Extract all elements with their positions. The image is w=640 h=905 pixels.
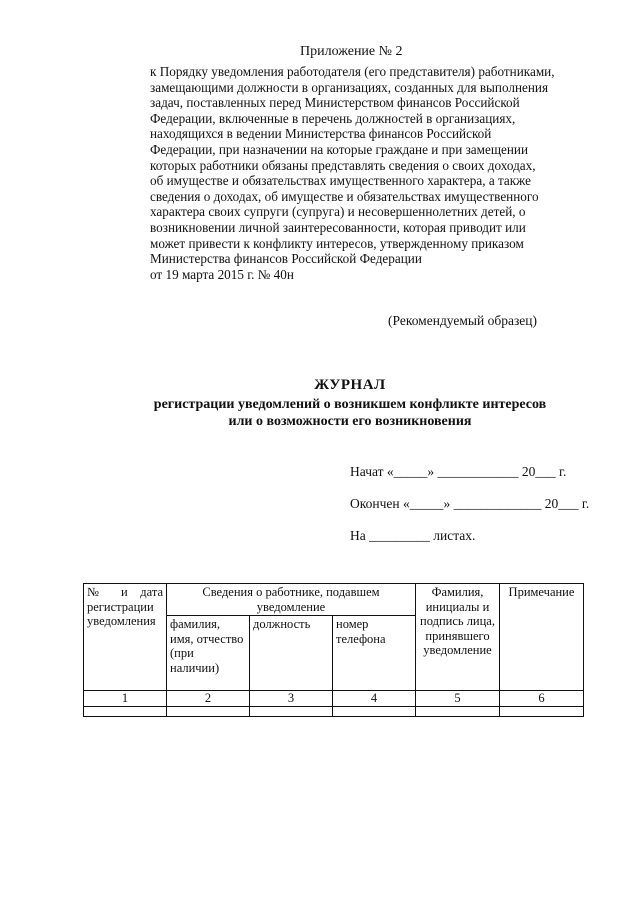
appendix-line: Федерации, при назначении на которые граждане и при замещении: [150, 141, 529, 157]
header-employee-info: Сведения о работнике, подавшем уведомление: [167, 584, 416, 616]
appendix-line: Министерства финансов Российской Федерации: [150, 251, 422, 267]
column-number: 2: [167, 691, 250, 707]
appendix-line: Федерации, включенные в перечень должностей в организациях,: [150, 110, 516, 126]
appendix-line: может привести к конфликту интересов, утвержденному приказом: [150, 235, 524, 251]
header-registration-number-date: № и дата регистрации уведомления: [84, 584, 167, 691]
column-number: 4: [333, 691, 416, 707]
table-cell[interactable]: [84, 707, 167, 717]
appendix-line: которых работники обязаны представлять сведения о своих доходах,: [150, 157, 536, 173]
journal-title: ЖУРНАЛ: [314, 377, 386, 393]
appendix-body: [150, 64, 580, 282]
started-date-line: Начат «_____» ____________ 20___ г.: [350, 464, 567, 479]
appendix-line: к Порядку уведомления работодателя (его представителя) работниками,: [150, 64, 555, 79]
registration-table: [83, 583, 584, 717]
table-number-row: [84, 691, 584, 707]
column-number: 6: [500, 691, 584, 707]
journal-subtitle: [0, 396, 640, 430]
column-number: 1: [84, 691, 167, 707]
appendix-line: характера своих супруги (супруга) и несовершеннолетних детей, о: [150, 204, 526, 220]
header-note: Примечание: [500, 584, 584, 691]
appendix-line: замещающими должности в организациях, созданных для выполнения: [150, 79, 549, 95]
appendix-line: сведения о доходах, об имуществе и обязательствах имущественного: [150, 188, 539, 204]
table-cell[interactable]: [333, 707, 416, 717]
sample-note: (Рекомендуемый образец): [388, 313, 537, 328]
journal-subtitle-line: регистрации уведомлений о возникшем конфликте интересов: [153, 397, 547, 412]
header-phone: номер телефона: [333, 616, 416, 691]
journal-subtitle-line: или о возможности его возникновения: [228, 414, 472, 429]
appendix-line: находящихся в ведении Министерства финансов Российской: [150, 126, 492, 142]
table-cell[interactable]: [500, 707, 584, 717]
header-full-name: фамилия, имя, отчество (при наличии): [167, 616, 250, 691]
table-cell[interactable]: [250, 707, 333, 717]
appendix-line: об имуществе и обязательствах имущественного характера, а также: [150, 173, 531, 189]
table-cell[interactable]: [416, 707, 500, 717]
header-receiver: Фамилия, инициалы и подпись лица, принявшего уведомление: [416, 584, 500, 691]
table-cell[interactable]: [167, 707, 250, 717]
appendix-line: возникновении личной заинтересованности, которая приводит или: [150, 219, 526, 235]
appendix-title: Приложение № 2: [300, 44, 403, 59]
table-row: [84, 707, 584, 717]
sheets-count-line: На _________ листах.: [350, 528, 476, 543]
column-number: 5: [416, 691, 500, 707]
column-number: 3: [250, 691, 333, 707]
header-position: должность: [250, 616, 333, 691]
appendix-line: от 19 марта 2015 г. № 40н: [150, 266, 294, 282]
ended-date-line: Окончен «_____» _____________ 20___ г.: [350, 496, 590, 511]
appendix-line: задач, поставленных перед Министерством финансов Российской: [150, 95, 520, 111]
table-header-row: [84, 584, 584, 616]
